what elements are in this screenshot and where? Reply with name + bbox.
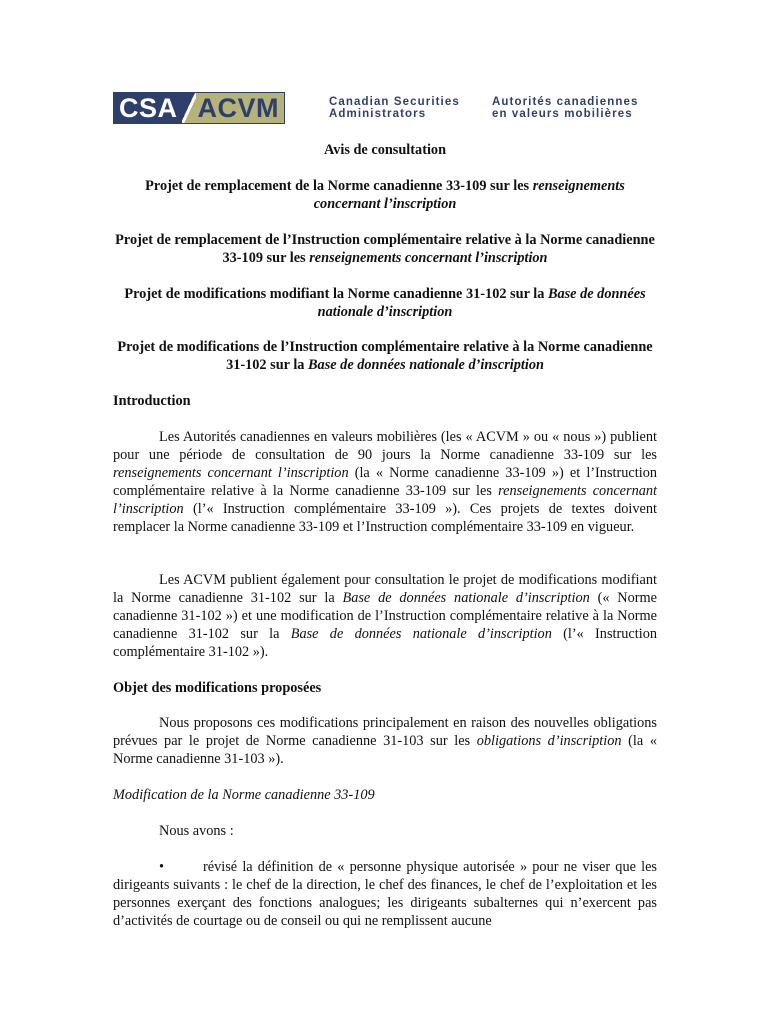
nous-avons-text: Nous avons : — [159, 823, 234, 839]
logo-en-line1: Canadian Securities — [329, 96, 460, 108]
intro-p1-b: renseignements concernant l’inscription — [113, 465, 349, 481]
heading-4 — [113, 338, 657, 374]
objet-p1-a: Nous proposons ces modifications principalement en raison des nouvelles obligations prévues par le projet de Norme canadienne 31-103 sur les — [113, 715, 657, 749]
logo-en-line2: Administrators — [329, 108, 427, 120]
section-title-introduction: Introduction — [113, 393, 191, 409]
objet-p1-c: (la « Norme canadienne 31-103 »). — [113, 733, 657, 767]
logo-fr-line2: en valeurs mobilières — [492, 108, 633, 120]
logo-slash-icon — [182, 93, 196, 123]
document-title: Avis de consultation — [323, 142, 447, 158]
intro-p2-d: Base de données nationale d’inscription — [290, 626, 552, 642]
intro-p1-c: (la « Norme canadienne 33-109 ») et l’Instruction complémentaire relative à la Norme canadienne 33-109 sur les — [113, 465, 657, 499]
intro-paragraph-2 — [113, 571, 657, 661]
bullet-icon: • — [159, 859, 165, 875]
heading-2-text: Projet de remplacement de l’Instruction complémentaire relative à la Norme canadienne 33-109 sur les — [115, 232, 655, 266]
heading-3-italic: Base de données nationale d’inscription — [317, 286, 646, 320]
heading-1 — [113, 177, 657, 213]
subsection-title-modification: Modification de la Norme canadienne 33-109 — [113, 787, 375, 803]
section-title-objet: Objet des modifications proposées — [113, 680, 322, 696]
intro-p1-d: renseignements concernant l’inscription — [113, 483, 658, 517]
intro-p1-e: (l’« Instruction complémentaire 33-109 »). Ces projets de textes doivent remplacer la Norme canadienne 33-109 et l’Instruction complémentaire 33-109 en vigueur. — [113, 501, 657, 535]
logo-fr-line1: Autorités canadiennes — [492, 96, 639, 108]
bullet-item-1-text: révisé la définition de « personne physique autorisée » pour ne viser que les dirigeants suivants : le chef de la direction, le chef des finances, le chef de l’exploitation et les personnes exerçant des fonctions analogues; les dirigeants subalternes qui n’exercent pas d’activités de courtage ou de conseil ou qui ne remplissent aucune — [113, 859, 657, 929]
heading-2 — [113, 231, 657, 267]
heading-1-text: Projet de remplacement de la Norme canadienne 33-109 sur les — [145, 178, 533, 194]
intro-p2-b: Base de données nationale d’inscription — [342, 590, 590, 606]
logo-csa-text: CSA — [114, 93, 182, 123]
intro-p2-c: (« Norme canadienne 31-102 ») et une modification de l’Instruction complémentaire relative à la Norme canadienne 31-102 sur la — [113, 590, 657, 642]
heading-3-text: Projet de modifications modifiant la Norme canadienne 31-102 sur la — [124, 286, 548, 302]
heading-2-italic: renseignements concernant l’inscription — [309, 250, 548, 266]
objet-paragraph-1 — [113, 714, 657, 768]
intro-paragraph-1 — [113, 428, 657, 536]
logo-english-name — [329, 96, 460, 120]
logo-french-name — [492, 96, 638, 120]
logo-wordmark — [113, 92, 285, 124]
heading-3 — [113, 285, 657, 321]
intro-p2-a: Les ACVM publient également pour consultation le projet de modifications modifiant la Norme canadienne 31-102 sur la — [113, 572, 657, 606]
intro-p2-e: (l’« Instruction complémentaire 31-102 »). — [113, 626, 657, 660]
heading-1-italic: renseignements concernant l’inscription — [313, 178, 625, 212]
bullet-item-1 — [113, 858, 657, 930]
objet-p1-b: obligations d’inscription — [476, 733, 622, 749]
csa-acvm-logo — [113, 93, 639, 123]
logo-acvm-text: ACVM — [196, 93, 285, 123]
heading-4-text: Projet de modifications de l’Instruction complémentaire relative à la Norme canadienne 31-102 sur la — [117, 339, 653, 373]
intro-p1-a: Les Autorités canadiennes en valeurs mobilières (les « ACVM » ou « nous ») publient pour une période de consultation de 90 jours la Norme canadienne 33-109 sur les — [113, 429, 657, 463]
heading-4-italic: Base de données nationale d’inscription — [308, 357, 544, 373]
